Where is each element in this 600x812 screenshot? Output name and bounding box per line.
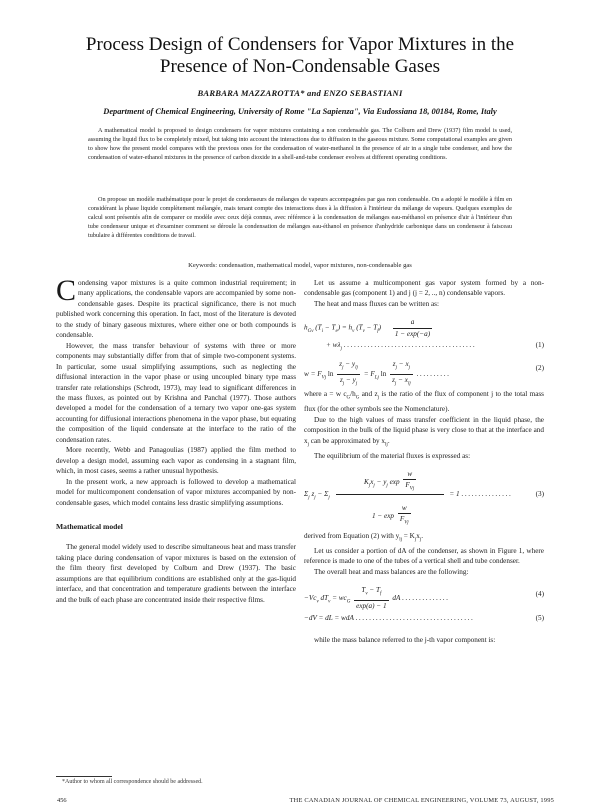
- eq-token: + wλ: [326, 341, 341, 350]
- eq-denominator: exp(a) − 1: [356, 602, 387, 611]
- equation-number: (5): [535, 614, 544, 623]
- eq-token: F: [405, 481, 410, 490]
- footnote: *Author to whom all correspondence should be addressed.: [62, 779, 203, 785]
- text-run: Due to the high values of mass transfer coefficient in the liquid phase, the composition in the bulk of the liquid phase is very close to that at the interface and x: [304, 415, 544, 445]
- keywords: Keywords: condensation, mathematical model, vapor mixtures, non-condensable gas: [188, 262, 412, 269]
- eq-token: − T: [366, 323, 378, 332]
- paper-title: Process Design of Condensers for Vapor Mixtures in the Presence of Non-Condensable Gases: [85, 34, 515, 77]
- journal-footer: THE CANADIAN JOURNAL OF CHEMICAL ENGINEERING, VOLUME 73, AUGUST, 1995: [289, 797, 554, 804]
- eq-denominator: 1 − exp(−a): [394, 329, 431, 338]
- equation-5: −dV = dL = wdA ................................... (5): [304, 614, 544, 623]
- left-column: [56, 274, 296, 605]
- eq-token: −Vc: [304, 594, 317, 603]
- paragraph: Let us assume a multicomponent gas vapor system formed by a non-condensable gas (component 1) and j (j = 2, .., n) condensable vapors.: [304, 279, 544, 298]
- eq-token: z: [339, 376, 343, 385]
- paragraph: Let us consider a portion of dA of the condenser, as shown in Figure 1, where reference is made to one of the tubes of a vertical shell and tube condenser.: [304, 546, 544, 566]
- paragraph: However, the mass transfer behaviour of systems with three or more components may substantially differ from that of simple two-component systems. In particular, some usual simplifying assumptions, such as neglecting the diffusional interaction in the vapor phase or using uncoupled binary type mass transfer rate relationships (Schrodt, 1973), may lead to significant differences in the mass fluxes, as pointed out by Krishna and Panchal (1977). Those authors developed a model for the condensation of a ternary two vapor one-gas system accounting for diffusional interactions phenomena in the vapor phase, but equating the composition of the liquid condensate at the interface to the ratio of the condensation rates.: [56, 341, 296, 444]
- eq-numerator: w: [403, 469, 416, 480]
- equation-number: (2): [535, 364, 544, 373]
- footnote-rule: [56, 776, 112, 777]
- eq-token: ln: [327, 370, 334, 379]
- eq-token: − T: [324, 323, 336, 332]
- paragraph: In the present work, a new approach is followed to develop a mathematical model for multicomponent condensation of vapor mixtures accompanied by non-condensable gases, which model contains less drastic simplifying assumptions.: [56, 477, 296, 507]
- eq-token: K: [364, 477, 369, 486]
- abstract-english: A mathematical model is proposed to design condensers for vapor mixtures containing a non condensable gas. The Colburn and Drew (1937) film model is used, assuming the liquid flux to be completely mixed, but taking into account the interactions due to diffusion in the gaseous mixture. Some computational examples are given to show how the present model compares with the previous ones for the condensation of water-methanol in the presence of air in a single tube condenser, and how the condensation of water-ethanol mixtures in the presence of carbon dioxide in a shell-and-tube condenser evolves at different operating conditions.: [88, 127, 512, 161]
- affiliation: Department of Chemical Engineering, University of Rome "La Sapienza", Via Eudossiana 18, 00184, Rome, Italy: [103, 107, 497, 116]
- eq-token: − T: [367, 586, 380, 595]
- eq-numerator: w: [398, 503, 411, 514]
- equation-number: (3): [535, 489, 544, 498]
- eq-token: Σ: [304, 489, 309, 498]
- eq-token: ): [378, 323, 382, 332]
- paragraph: The general model widely used to describe simultaneous heat and mass transfer taking place during condensation of vapor mixtures is based on the extension of the film theory first developed by Colburn and Drew (1937). The basic assumptions are that equilibrium conditions are established only at the gas-liquid interface, and that concentration and temperature gradients between the interface and the bulk of each phase are concentrated inside their respective films.: [56, 543, 296, 604]
- eq-numerator: a: [393, 317, 432, 328]
- equation-2: $w = F_{Vj}$ ln $\frac{z_j - y_{lj}}{z_j - y_j}$ = $F_{Lj}$ ln $\frac{z_j - x_j}{z_j - x_{lj}}$ .......... (2): [304, 360, 544, 387]
- equation-number: (1): [535, 341, 544, 350]
- eq-token: exp: [387, 477, 400, 486]
- drop-cap: C: [56, 274, 77, 307]
- equation-3: $K_jx_j - y_j$ exp $\frac{w}{F_{Vj}}$ $\Sigma_j$ $z_j - \Sigma_j$ = 1 ............... 1 − exp $\frac{w}{F_{Vj}}$ (3): [304, 469, 544, 526]
- eq-token: −dV = dL = wdA: [304, 614, 354, 623]
- text-run: x: [416, 531, 420, 540]
- text-run: where a = w c: [304, 390, 347, 399]
- equation-number: (4): [535, 590, 544, 599]
- eq-token: z: [339, 360, 343, 369]
- paragraph: The equilibrium of the material fluxes is expressed as:: [314, 451, 471, 460]
- equation-4: $-Vc_v$ $dT_v = wc_G$ $\frac{T_v - T_f}{\exp(a) - 1}$ dA .............. (4): [304, 586, 544, 611]
- eq-token: F: [399, 515, 405, 524]
- text-run: .: [421, 531, 424, 540]
- abstract-french: On propose un modèle mathématique pour le projet de condenseurs de mélanges de vapeurs accompagnées par gas non condensable. On a adopté le modèle à film en considérant la phase liquide complètement mélangée, mais tenant compte des interactions dues à la diffusion à l'intérieur du mélange de vapeurs. Quelques exemples de calcul sont présentés afin de comparer ce modèle avec ceux déjà connus, avec référence à la condensation de mélanges eau-méthanol en présence d'air à l'intérieur d'un tube condenseur unique et d'examiner comment se déroule la condensation de mélanges eau-éthanol en présence d'anhydride carbonique dans un condenseur à faisceau tubulaire à différentes conditions de travail.: [88, 196, 512, 239]
- eq-token: − y: [374, 477, 387, 486]
- eq-token: dA: [392, 594, 401, 603]
- eq-token: − Σ: [317, 489, 329, 498]
- paragraph: The overall heat and mass balances are the following:: [314, 567, 469, 576]
- eq-token: (T: [356, 323, 363, 332]
- text-run: = K: [402, 531, 415, 540]
- right-column: Let us assume a multicomponent gas vapor system formed by a non-condensable gas (component 1) and j (j = 2, .., n) condensable vapors. The heat and mass fluxes can be written as: $h_{Gv}$ $(T_i - T_e) = h_v$ $(T_v - T_f)$ $\frac{a}{1 - \exp(-a)}$ + $w\lambda_j$ ....................................... (1) $w = F_{Vj}$ ln $\frac{z_j - y_{lj}}{z_j - y_j}$ = $F_{Lj}$ ln $\frac{z_j - x_j}{z_j - x_{lj}}$ .......... (2) where a = w $c_G/h_G$ and $z_j$ is the ratio of the flux of component j to the total mass flux (for the other symbols see the Nomenclature). Due to the high values of mass transfer coefficient in the liquid phase, the composition in the bulk of the liquid phase is very close to that at the interface and $x_j$ can be approximated by $x_{lj}$. The equilibrium of the material fluxes is expressed as: $K_jx_j - y_j$ exp $\frac{w}{F_{Vj}}$ $\Sigma_j$ $z_j - \Sigma_j$ = 1 ............... 1 − exp $\frac{w}{F_{Vj}}$ (3) derived from Equation (2) with $y_{lj} = K_jx_j$. Let us consider a portion of dA of the condenser, as shown in Figure 1, where reference is made to one of the tubes of a vertical shell and tube condenser. The overall heat and mass balances are the following: $-Vc_v$ $dT_v = wc_G$ $\frac{T_v - T_f}{\exp(a) - 1}$ dA .............. (4) −dV = dL = wdA ................................... (5) while the mass balance referred to the j-th vapor component is:: [304, 279, 544, 645]
- eq-token: ln: [380, 370, 387, 379]
- eq-token: z: [392, 376, 395, 385]
- eq-token: = 1: [449, 489, 460, 498]
- eq-token: z: [392, 360, 396, 369]
- text-run: derived from Equation (2) with y: [304, 531, 400, 540]
- intro-paragraph: ondensing vapor mixtures is a quite common industrial requirement; in many applications, the condensable vapors are accompanied by some non-condensable gases. Despite its practical significance, there is not much published work concerning this operation. In fact, most of the literature is devoted to the study of binary gaseous mixtures, where either one or both compounds is condensable.: [56, 279, 296, 340]
- section-heading: Mathematical model: [56, 521, 123, 531]
- eq-token: (T: [315, 323, 322, 332]
- page-number: 456: [57, 797, 67, 804]
- eq-token: 1 − exp: [372, 511, 395, 520]
- eq-token: x: [370, 477, 374, 486]
- text-run: and z: [359, 390, 378, 399]
- text-run: /h: [350, 390, 356, 399]
- eq-token: z: [311, 489, 315, 498]
- eq-token: h: [304, 323, 308, 332]
- eq-token: w = F: [304, 370, 322, 379]
- paragraph: while the mass balance referred to the j-th vapor component is:: [314, 636, 496, 645]
- text-run: can be approximated by x: [308, 436, 386, 445]
- text-run: .: [387, 436, 390, 445]
- paragraph: More recently, Webb and Panagoulias (1987) applied the film method to develop a design model, assuming each vapor as condensing in a stagnant film, which, in most cases, seems a rather unusual hypothesis.: [56, 446, 296, 476]
- eq-token: dT: [318, 594, 329, 603]
- eq-token: = F: [363, 370, 375, 379]
- eq-token: ) = h: [337, 323, 353, 332]
- authors: BARBARA MAZZAROTTA* and ENZO SEBASTIANI: [197, 88, 403, 98]
- eq-token: = wc: [330, 594, 347, 603]
- paragraph: The heat and mass fluxes can be written as:: [314, 299, 439, 308]
- text-run: is the ratio of the flux of component j to the total mass flux (for the other symbols see the Nomenclature).: [304, 390, 544, 414]
- equation-1: $h_{Gv}$ $(T_i - T_e) = h_v$ $(T_v - T_f)$ $\frac{a}{1 - \exp(-a)}$ + $w\lambda_j$ ....................................... (1): [304, 318, 544, 352]
- eq-token: T: [361, 586, 366, 595]
